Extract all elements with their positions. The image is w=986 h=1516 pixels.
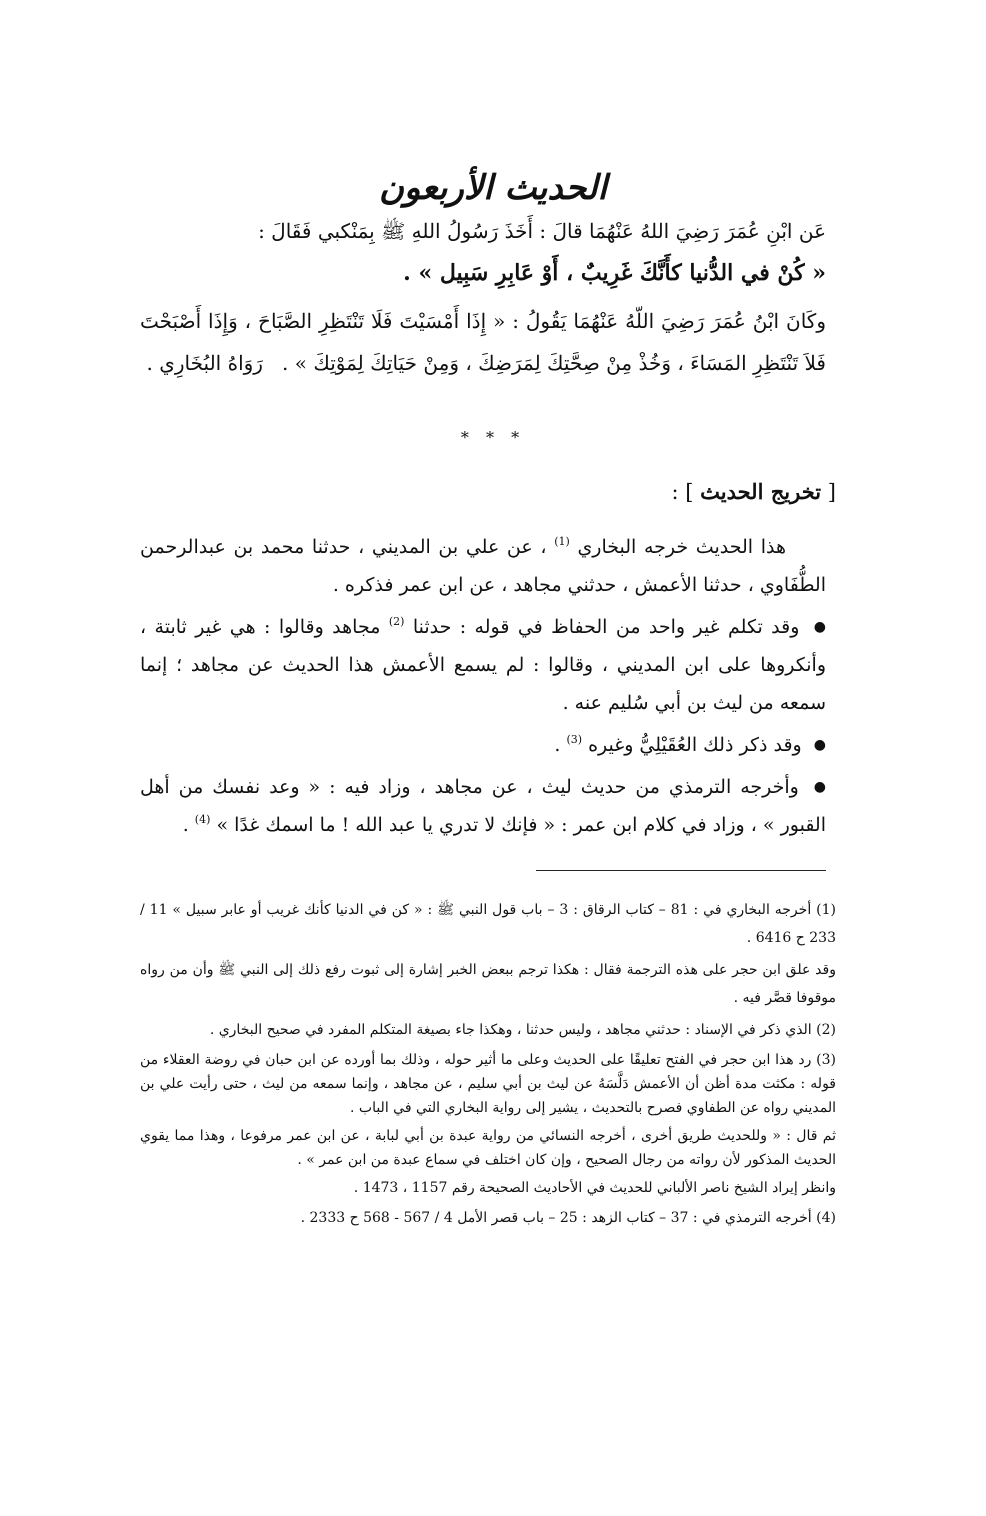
footnotes bbox=[140, 896, 836, 1236]
paragraph-4-text-a: وأخرجه الترمذي من حديث ليث ، عن مجاهد ، وزاد فيه : « وعد نفسك من أهل القبور » ، وزاد في كلام ابن عمر : « فإنك لا تدري يا عبد الله ! ما اسمك غدًا » bbox=[140, 776, 826, 836]
section-heading bbox=[671, 474, 836, 510]
footnote-ref-2[interactable]: (2) bbox=[388, 615, 405, 628]
section-heading-label: تخريج الحديث bbox=[700, 479, 822, 504]
riwaya-text: رَوَاهُ البُخَارِي . bbox=[146, 351, 263, 375]
paragraph-1-text-a: هذا الحديث خرجه البخاري bbox=[577, 536, 786, 558]
bracket-open: [ bbox=[827, 480, 836, 504]
paragraph-4-text-b: . bbox=[182, 814, 189, 836]
footnote-ref-3[interactable]: (3) bbox=[566, 733, 583, 746]
chapter-title: الحديث الأربعون bbox=[379, 167, 607, 208]
paragraph-2-text-b: مجاهد وقالوا : هي غير ثابتة ، وأنكروها على ابن المديني ، وقالوا : لم يسمع الأعمش هذا الحديث عن مجاهد ؛ إنما سمعه من ليث بن أبي سُليم عنه . bbox=[140, 616, 826, 714]
footnote-1: (1) أخرجه البخاري في : 81 – كتاب الرقاق : 3 – باب قول النبي ﷺ : « كن في الدنيا كأنك غريب أو عابر سبيل » 11 / 233 ح 6416 . bbox=[140, 902, 836, 946]
footnote-3-continued: ثم قال : « وللحديث طريق أخرى ، أخرجه النسائي من رواية عبدة بن أبي لبابة ، عن ابن عمر مرفوعا ، وهذا مما يقوي الحديث المذكور لأن رواته من رجال الصحيح ، وإن كان اختلف في سماع عبدة من ابن عمر » . bbox=[140, 1128, 836, 1168]
hadith-athar bbox=[140, 300, 826, 384]
footnote-divider bbox=[536, 870, 826, 871]
bullet-icon: ● bbox=[813, 737, 826, 753]
bullet-icon: ● bbox=[813, 779, 826, 795]
footnote-1-comment: وقد علق ابن حجر على هذه الترجمة فقال : هكذا ترجم ببعض الخبر إشارة إلى ثبوت رفع ذلك إلى النبي ﷺ وأن من رواه موقوفا قصَّر فيه . bbox=[140, 962, 836, 1006]
bracket-close: ] : bbox=[671, 480, 694, 504]
paragraph-1-text-b: ، عن علي بن المديني ، حدثنا محمد بن عبدالرحمن الطُّفَاوي ، حدثنا الأعمش ، حدثني مجاهد ، عن ابن عمر فذكره . bbox=[140, 536, 826, 596]
footnote-4: (4) أخرجه الترمذي في : 37 – كتاب الزهد : 25 – باب قصر الأمل 4 / 567 - 568 ح 2333 . bbox=[300, 1210, 836, 1226]
bullet-icon: ● bbox=[813, 619, 826, 635]
hadith-text bbox=[140, 210, 826, 384]
footnote-3: (3) رد هذا ابن حجر في الفتح تعليقًا على الحديث وعلى ما أثير حوله ، وذلك بما أورده عن ابن حبان في روضة العقلاء من قوله : مكثت مدة أظن أن الأعمش دَلَّسَهُ عن ليث بن أبي سليم ، عن مجاهد ، وإنما سمعه من ليث ، حتى رأيت علي بن المديني رواه عن الطفاوي فصرح بالتحديث ، يشير إلى رواية البخاري التي في الباب . bbox=[140, 1052, 836, 1116]
paragraph-1 bbox=[140, 528, 826, 604]
takhrij-body bbox=[140, 528, 826, 848]
paragraph-4 bbox=[140, 768, 826, 844]
footnote-2: (2) الذي ذكر في الإسناد : حدثني مجاهد ، وليس حدثنا ، وهكذا جاء بصيغة المتكلم المفرد في صحيح البخاري . bbox=[209, 1022, 836, 1038]
paragraph-2 bbox=[140, 608, 826, 722]
footnote-ref-1[interactable]: (1) bbox=[554, 535, 570, 548]
footnote-3-reference: وانظر إيراد الشيخ ناصر الألباني للحديث في الأحاديث الصحيحة رقم 1157 ، 1473 . bbox=[353, 1180, 836, 1196]
paragraph-3-text-a: وقد ذكر ذلك العُقَيْلِيُّ وغيره bbox=[588, 734, 802, 756]
paragraph-3-text-b: . bbox=[554, 734, 561, 756]
paragraph-2-text-a: وقد تكلم غير واحد من الحفاظ في قوله : حدثنا bbox=[412, 616, 800, 638]
footnote-ref-4[interactable]: (4) bbox=[194, 813, 211, 826]
paragraph-3 bbox=[140, 726, 826, 764]
section-separator: * * * bbox=[460, 428, 526, 447]
athar-text: وكَانَ ابْنُ عُمَرَ رَضِيَ اللّهُ عَنْهُمَا يَقُولُ : « إِذَا أَمْسَيْتَ فَلَا تَنْتَظِرِ الصَّبَاحَ ، وَإِذَا أَصْبَحْتَ فَلاَ تَنْتَظِرِ المَسَاءَ ، وَخُذْ مِنْ صِحَّتِكَ لِمَرَضِكَ ، وَمِنْ حَيَاتِكَ لِمَوْتِكَ » . bbox=[140, 309, 826, 375]
hadith-intro: عَن ابْنِ عُمَرَ رَضِيَ اللهُ عَنْهُمَا قالَ : أَخَذَ رَسُولُ اللهِ ﷺ بِمَنْكبي فَقَالَ : bbox=[258, 219, 826, 243]
hadith-matn: « كُنْ في الدُّنيا كأَنَّكَ غَرِيبٌ ، أَوْ عَابِرِ سَبِيل » . bbox=[403, 260, 826, 286]
